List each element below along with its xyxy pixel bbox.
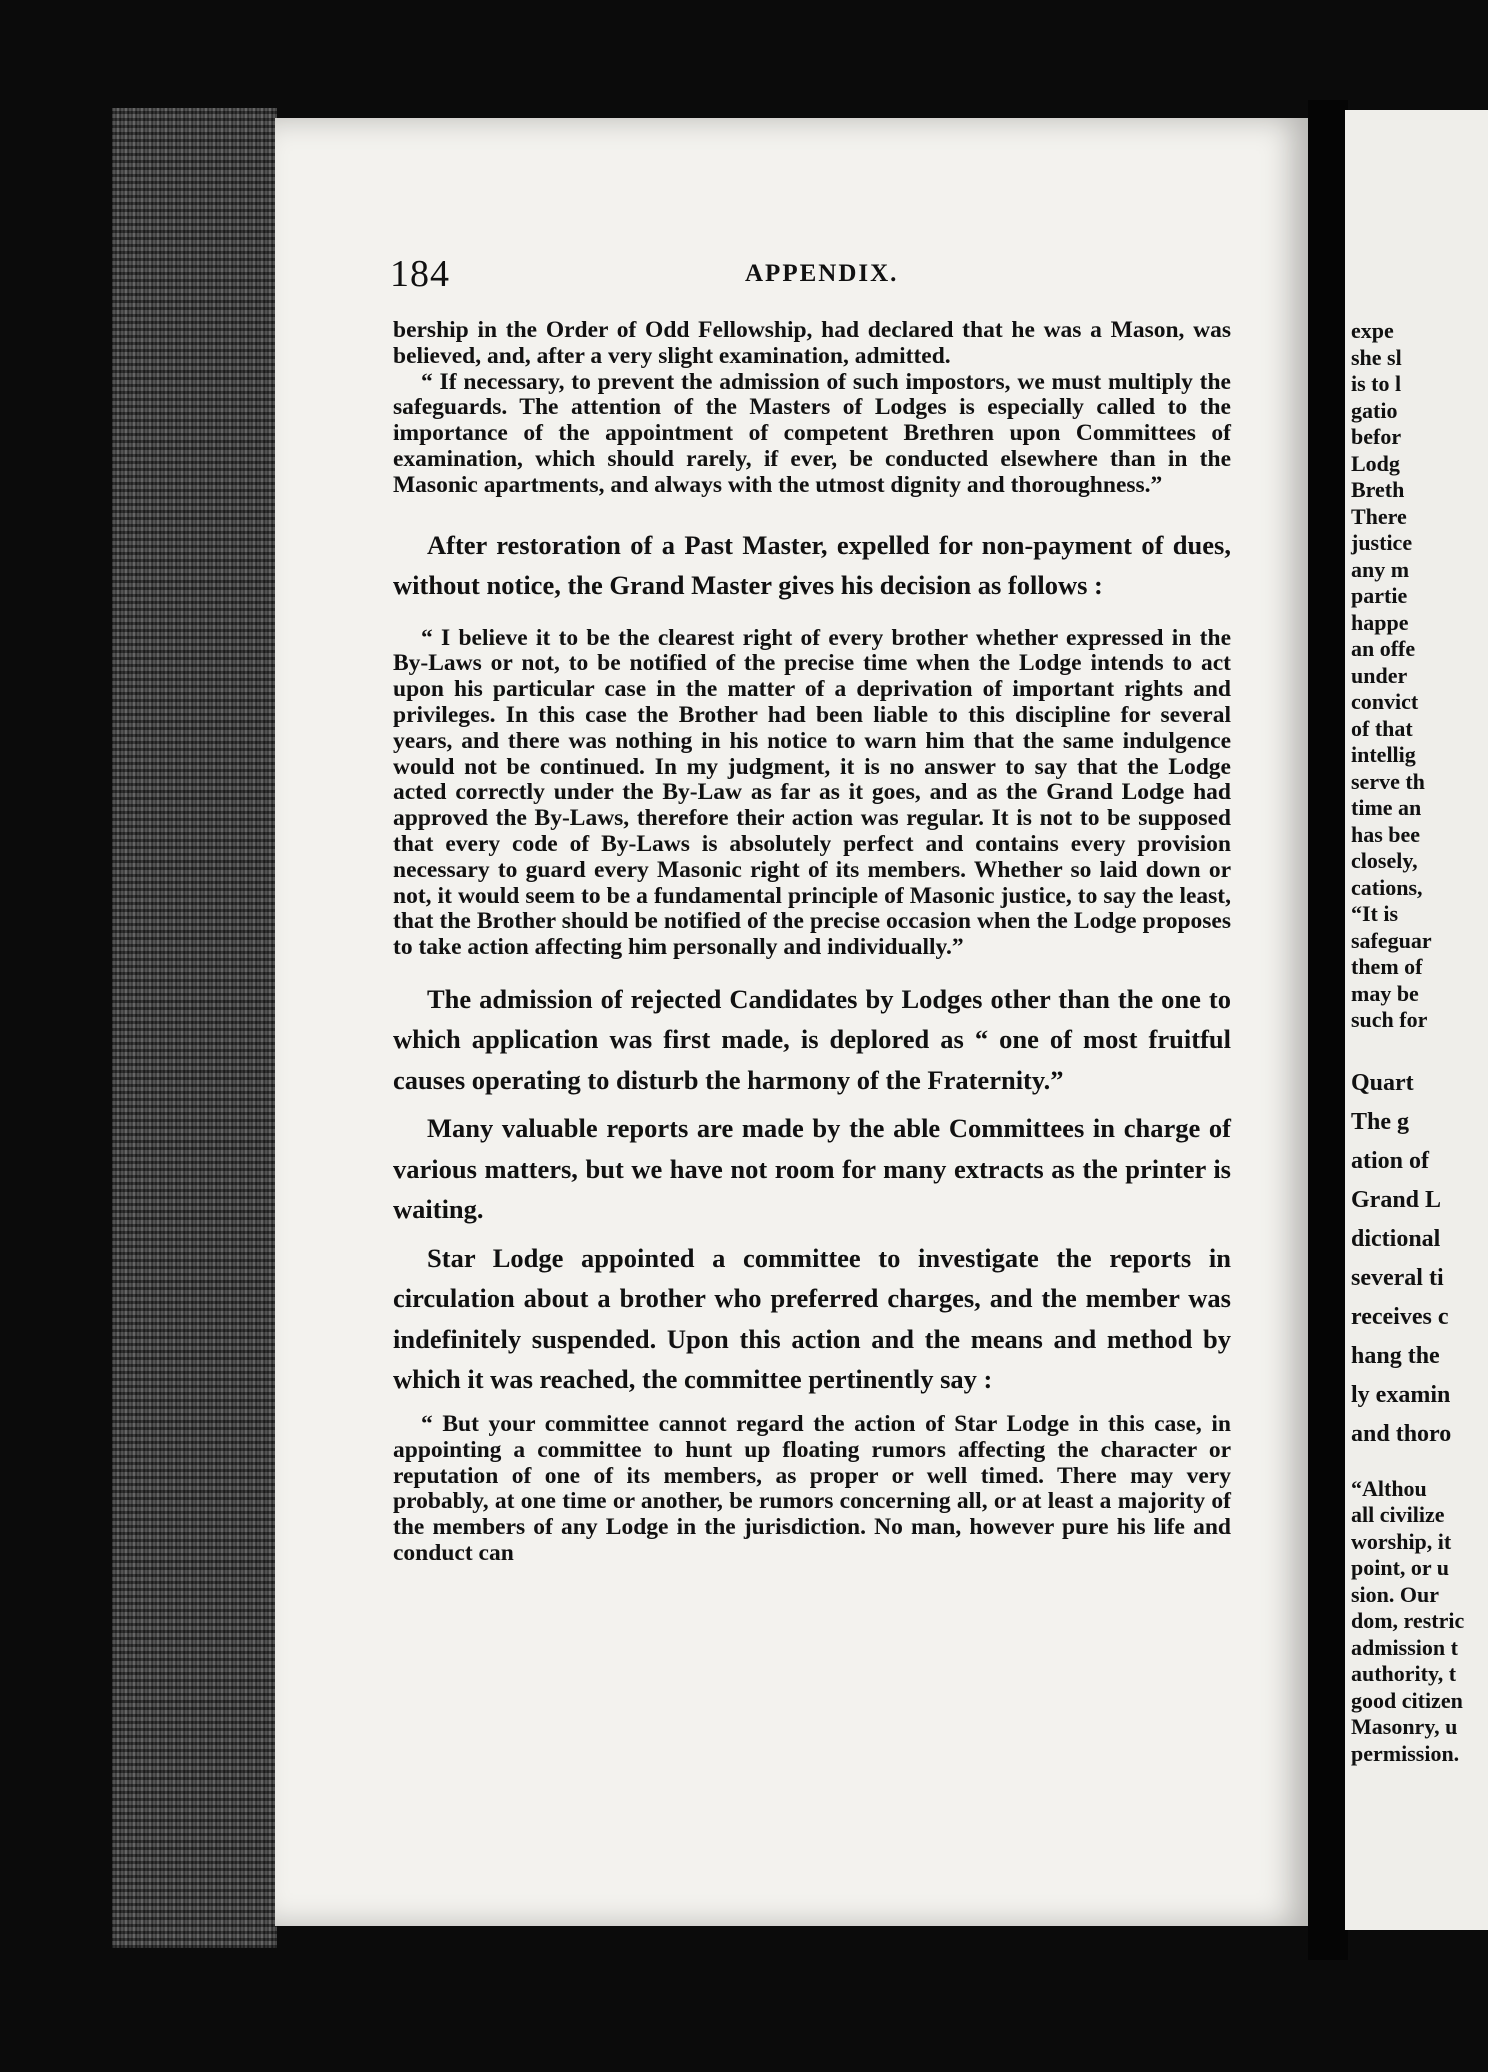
right-line: good citizen — [1351, 1687, 1463, 1713]
right-line: Grand L — [1351, 1186, 1442, 1213]
page-header — [390, 252, 1250, 302]
right-line: them of — [1351, 954, 1423, 979]
right-line: intellig — [1351, 742, 1416, 767]
right-line: has bee — [1351, 821, 1421, 847]
right-line: Breth — [1351, 477, 1405, 502]
quote-paragraph: “ But your committee cannot regard the action of Star Lodge in this case, in appointing a committee to hunt up floating rumors affecting the character or reputation of one of its members, as proper or well timed. There may very probably, at one time or another, be rumors concerning all, or at least a majority of the members of any Lodge in the jurisdiction. No man, however pure his life and conduct can — [393, 1410, 1231, 1566]
right-line: several ti — [1351, 1264, 1444, 1291]
right-line: Lodg — [1351, 450, 1400, 476]
right-line: receives c — [1351, 1303, 1449, 1330]
right-line: worship, it — [1351, 1528, 1452, 1554]
right-line: dom, restric — [1351, 1608, 1465, 1633]
right-page-text — [1351, 318, 1488, 1767]
right-line: hang the — [1351, 1342, 1440, 1369]
right-line: Quart — [1351, 1069, 1414, 1096]
paragraph: bership in the Order of Odd Fellowship, had declared that he was a Mason, was believed, and, after a very slight examination, admitted. — [393, 317, 1231, 369]
paragraph: Star Lodge appointed a committee to investigate the reports in circulation about a brother who preferred charges, and the member was indefinitely suspended. Upon this action and the means and method by which it was reached, the committee pertinently say : — [393, 1242, 1231, 1395]
right-line: and thoro — [1351, 1420, 1452, 1447]
right-line: is to l — [1351, 371, 1402, 396]
right-line: such for — [1351, 1007, 1428, 1032]
right-line: partie — [1351, 583, 1408, 608]
right-line: “Althou — [1351, 1475, 1427, 1501]
right-line: authority, t — [1351, 1661, 1457, 1686]
paragraph: Many valuable reports are made by the able Committees in charge of various matters, but we have not room for many extracts as the printer is waiting. — [393, 1113, 1231, 1225]
page-edges — [112, 108, 277, 1948]
right-line: befor — [1351, 424, 1402, 449]
right-line: of that — [1351, 715, 1413, 741]
right-line: There — [1351, 503, 1407, 529]
right-line: convict — [1351, 689, 1419, 714]
quote-paragraph: “ If necessary, to prevent the admission of such impostors, we must multiply the safeguards. The attention of the Masters of Lodges is especially called to the importance of the appointment of competent Brethren upon Committees of examination, which should rarely, if ever, be conducted elsewhere than in the Masonic apartments, and always with the utmost dignity and thoroughness.” — [393, 368, 1231, 498]
right-line: may be — [1351, 980, 1419, 1006]
right-line: admission t — [1351, 1634, 1458, 1660]
paragraph: The admission of rejected Candidates by Lodges other than the one to which application was first made, is deplored as “ one of most fruitful causes operating to disturb the harmony of the Fraternity.” — [393, 983, 1231, 1095]
right-line: point, or u — [1351, 1555, 1450, 1580]
right-line: safeguar — [1351, 927, 1432, 953]
right-line: closely, — [1351, 848, 1418, 873]
right-line: permission. — [1351, 1740, 1460, 1766]
right-line: expe — [1351, 318, 1394, 343]
paragraph: After restoration of a Past Master, expelled for non-payment of dues, without notice, the Grand Master gives his decision as follows : — [393, 529, 1231, 601]
right-page — [1345, 110, 1488, 1930]
right-line: The g — [1351, 1108, 1410, 1135]
right-line: an offe — [1351, 636, 1416, 661]
right-line: Masonry, u — [1351, 1714, 1458, 1739]
right-line: all civilize — [1351, 1502, 1445, 1527]
right-line: she sl — [1351, 344, 1402, 370]
right-line: cations, — [1351, 874, 1423, 900]
page-number: 184 — [390, 253, 450, 295]
right-line: justice — [1351, 530, 1413, 555]
right-line: under — [1351, 662, 1408, 688]
quote-paragraph: “ I believe it to be the clearest right of every brother whether expressed in the By-Laws or not, to be notified of the precise time when the Lodge intends to act upon his particular case in the matter of a deprivation of important rights and privileges. In this case the Brother had been liable to this discipline for several years, and there was nothing in his notice to warn him that the same indulgence would not be continued. In my judgment, it is no answer to say that the Lodge acted correctly under the By-Law as far as it goes, and as the Grand Lodge had approved the By-Laws, therefore their action was regular. It is not to be supposed that every code of By-Laws is absolutely perfect and contains every provision necessary to guard every Masonic right of its members. Whether so laid down or not, it would seem to be a fundamental principle of Masonic justice, to say the least, that the Brother should be notified of the precise occasion when the Lodge proposes to take action affecting him personally and individually.” — [393, 624, 1231, 961]
book-gutter — [1308, 100, 1348, 1960]
right-line: ly examin — [1351, 1381, 1451, 1408]
right-line: ation of — [1351, 1147, 1429, 1174]
right-line: “It is — [1351, 901, 1399, 926]
running-head: APPENDIX. — [745, 260, 899, 287]
right-line: any m — [1351, 556, 1410, 582]
right-line: dictional — [1351, 1225, 1441, 1252]
right-line: gatio — [1351, 397, 1398, 423]
right-line: happe — [1351, 609, 1409, 635]
right-line: serve th — [1351, 768, 1425, 794]
page-body — [393, 318, 1231, 1567]
right-line: sion. Our — [1351, 1581, 1440, 1607]
right-line: time an — [1351, 795, 1422, 820]
